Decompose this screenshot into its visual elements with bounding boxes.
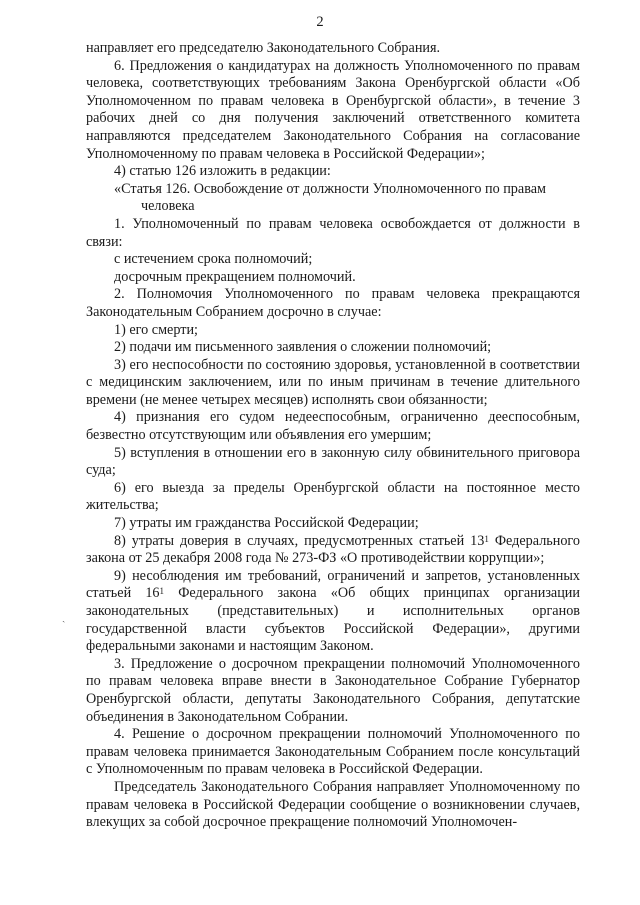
superscript: 1 — [484, 533, 489, 544]
article-heading: «Статья 126. Освобождение от должности Уполномоченного по правам — [114, 180, 546, 197]
paragraph: 4) статью 126 изложить в редакции: — [114, 163, 331, 180]
list-item: 3) его неспособности по состоянию здоровья, установленной в соответствии с медицинским заключением, или по иным причинам в течение длительного времени (не менее четырех месяцев) исполнять свои обязанности; — [86, 356, 580, 408]
paragraph: 6. Предложения о кандидатурах на должность Уполномоченного по правам человека, соответствующих требованиям Закона Оренбургской области «Об Уполномоченном по правам человека в Оренбургской области», в течение 3 рабочих дней со дня получения заключений ответственного комитета направляются председателем Законодательного Собрания на согласование Уполномоченному по правам человека в Российской Федерации»; — [86, 57, 580, 162]
article-heading-cont: человека — [141, 198, 195, 215]
list-item: 4) признания его судом недееспособным, ограниченно дееспособным, безвестно отсутствующим или объявления его умершим; — [86, 409, 580, 444]
paragraph: направляет его председателю Законодательного Собрания. — [86, 40, 441, 56]
superscript: 1 — [159, 586, 165, 597]
list-item: 1) его смерти; — [114, 321, 198, 338]
list-item: 5) вступления в отношении его в законную силу обвинительного приговора суда; — [86, 444, 580, 479]
paragraph: 2. Полномочия Уполномоченного по правам человека прекращаются Законодательным Собранием досрочно в случае: — [86, 286, 580, 320]
paragraph: досрочным прекращением полномочий. — [114, 268, 356, 285]
text-run: Федерального закона «Об общих принципах организации законодательных (представительных) и исполнительных органов государственной власти субъектов Российской Федерации», другими федеральными законами и настоящим Законом. — [86, 585, 580, 655]
paragraph: Председатель Законодательного Собрания направляет Уполномоченному по правам человека в Российской Федерации сообщение о возникновении случаев, влекущих за собой досрочное прекращение полномочий Уполномочен- — [86, 778, 580, 831]
paragraph: 1. Уполномоченный по правам человека освобождается от должности в связи: — [86, 215, 580, 250]
list-item — [86, 533, 580, 568]
text-run: 9) несоблюдения им требований, ограничений и запретов, установленных статьей 16 — [86, 567, 580, 602]
list-item: 2) подачи им письменного заявления о сложении полномочий; — [114, 339, 492, 356]
text-run: Федерального закона от 25 декабря 2008 года № 273-ФЗ «О противодействии коррупции»; — [86, 532, 580, 567]
page-number: 2 — [316, 14, 324, 30]
text-run: 8) утраты доверия в случаях, предусмотренных статьей 13 — [114, 532, 485, 549]
paragraph: 3. Предложение о досрочном прекращении полномочий Уполномоченного по правам человека вправе внести в Законодательное Собрание Губернатор Оренбургской области, депутаты Законодательного Собрания, депутатские объединения в Законодательном Собрании. — [86, 655, 580, 725]
list-item — [86, 568, 580, 656]
list-item: 6) его выезда за пределы Оренбургской области на постоянное место жительства; — [86, 479, 580, 514]
paragraph: 4. Решение о досрочном прекращении полномочий Уполномоченного по правам человека принимается Законодательным Собранием после консультаций с Уполномоченным по правам человека в Российской Федерации. — [86, 726, 580, 778]
scan-mark: ˏ — [62, 612, 66, 623]
list-item: 7) утраты им гражданства Российской Федерации; — [114, 515, 419, 532]
document-body — [86, 40, 580, 832]
paragraph: с истечением срока полномочий; — [114, 251, 313, 268]
